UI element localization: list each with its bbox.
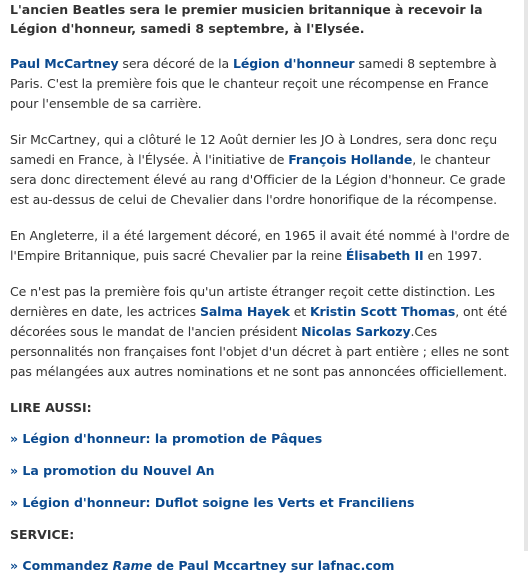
paragraph-2-text-a: Sir McCartney, qui a clôturé le 12 Août dernier les JO à Londres, sera donc reçu samedi en France, à l'Élysée. À l'initiative de <box>10 132 498 167</box>
related-link-nouvel-an[interactable]: » La promotion du Nouvel An <box>10 463 215 478</box>
paragraph-4-text-d: .Ces personnalités non françaises font l'objet d'un décret à part entière ; elles ne sont pas mélangées aux autres nominations et ne sont pas annoncées officiellement. <box>10 324 509 379</box>
paragraph-4-text-a: Ce n'est pas la première fois qu'un artiste étranger reçoit cette distinction. Les dernières en date, les actrices <box>10 284 495 319</box>
paragraph-3 <box>10 226 510 266</box>
right-scroll-edge <box>524 0 528 551</box>
related-link-duflot[interactable]: » Légion d'honneur: Duflot soigne les Verts et Franciliens <box>10 495 415 510</box>
list-item <box>10 493 510 512</box>
paragraph-3-text-a: En Angleterre, il a été largement décoré, en 1965 il avait été nommé à l'ordre de l'Empire Britannique, puis sacré Chevalier par la reine <box>10 228 510 263</box>
link-legion-honneur[interactable]: Légion d'honneur <box>232 56 355 71</box>
link-paul-mccartney[interactable]: Paul McCartney <box>10 56 119 71</box>
service-link-prefix: » Commandez <box>10 558 113 573</box>
link-francois-hollande[interactable]: François Hollande <box>288 152 413 167</box>
lire-aussi-heading: LIRE AUSSI: <box>10 400 92 415</box>
paragraph-2 <box>10 130 510 210</box>
paragraph-4-text-b: et <box>289 304 310 319</box>
lire-aussi-list <box>10 429 510 512</box>
list-item <box>10 429 510 448</box>
service-link-suffix: de Paul Mccartney sur lafnac.com <box>152 558 395 573</box>
service-list <box>10 556 510 575</box>
service-link-fnac[interactable] <box>10 558 394 573</box>
paragraph-2-text-b: , le chanteur sera donc directement élevé au rang d'Officier de la Légion d'honneur. Ce grade est au-dessus de celui de Chevalier dans l'ordre honorifique de la récompense. <box>10 152 506 207</box>
related-link-paques[interactable]: » Légion d'honneur: la promotion de Pâques <box>10 431 323 446</box>
link-kristin-scott-thomas[interactable]: Kristin Scott Thomas <box>309 304 456 319</box>
paragraph-4-text-c: , ont été décorées sous le mandat de l'ancien président <box>10 304 508 339</box>
list-item <box>10 461 510 480</box>
service-heading: SERVICE: <box>10 527 75 542</box>
article-content <box>10 0 510 588</box>
service-link-album: Rame <box>112 558 153 573</box>
paragraph-4 <box>10 282 510 382</box>
article-lead: L'ancien Beatles sera le premier musicien britannique à recevoir la Légion d'honneur, samedi 8 septembre, à l'Elysée. <box>10 2 483 36</box>
paragraph-1 <box>10 54 510 114</box>
paragraph-1-text-b: samedi 8 septembre à Paris. C'est la première fois que le chanteur reçoit une récompense en France pour l'ensemble de sa carrière. <box>10 56 497 111</box>
list-item <box>10 556 510 575</box>
paragraph-3-text-b: en 1997. <box>423 248 483 263</box>
link-salma-hayek[interactable]: Salma Hayek <box>199 304 290 319</box>
paragraph-1-text-a: sera décoré de la <box>118 56 233 71</box>
link-elisabeth-ii[interactable]: Élisabeth II <box>345 248 424 263</box>
link-nicolas-sarkozy[interactable]: Nicolas Sarkozy <box>301 324 411 339</box>
